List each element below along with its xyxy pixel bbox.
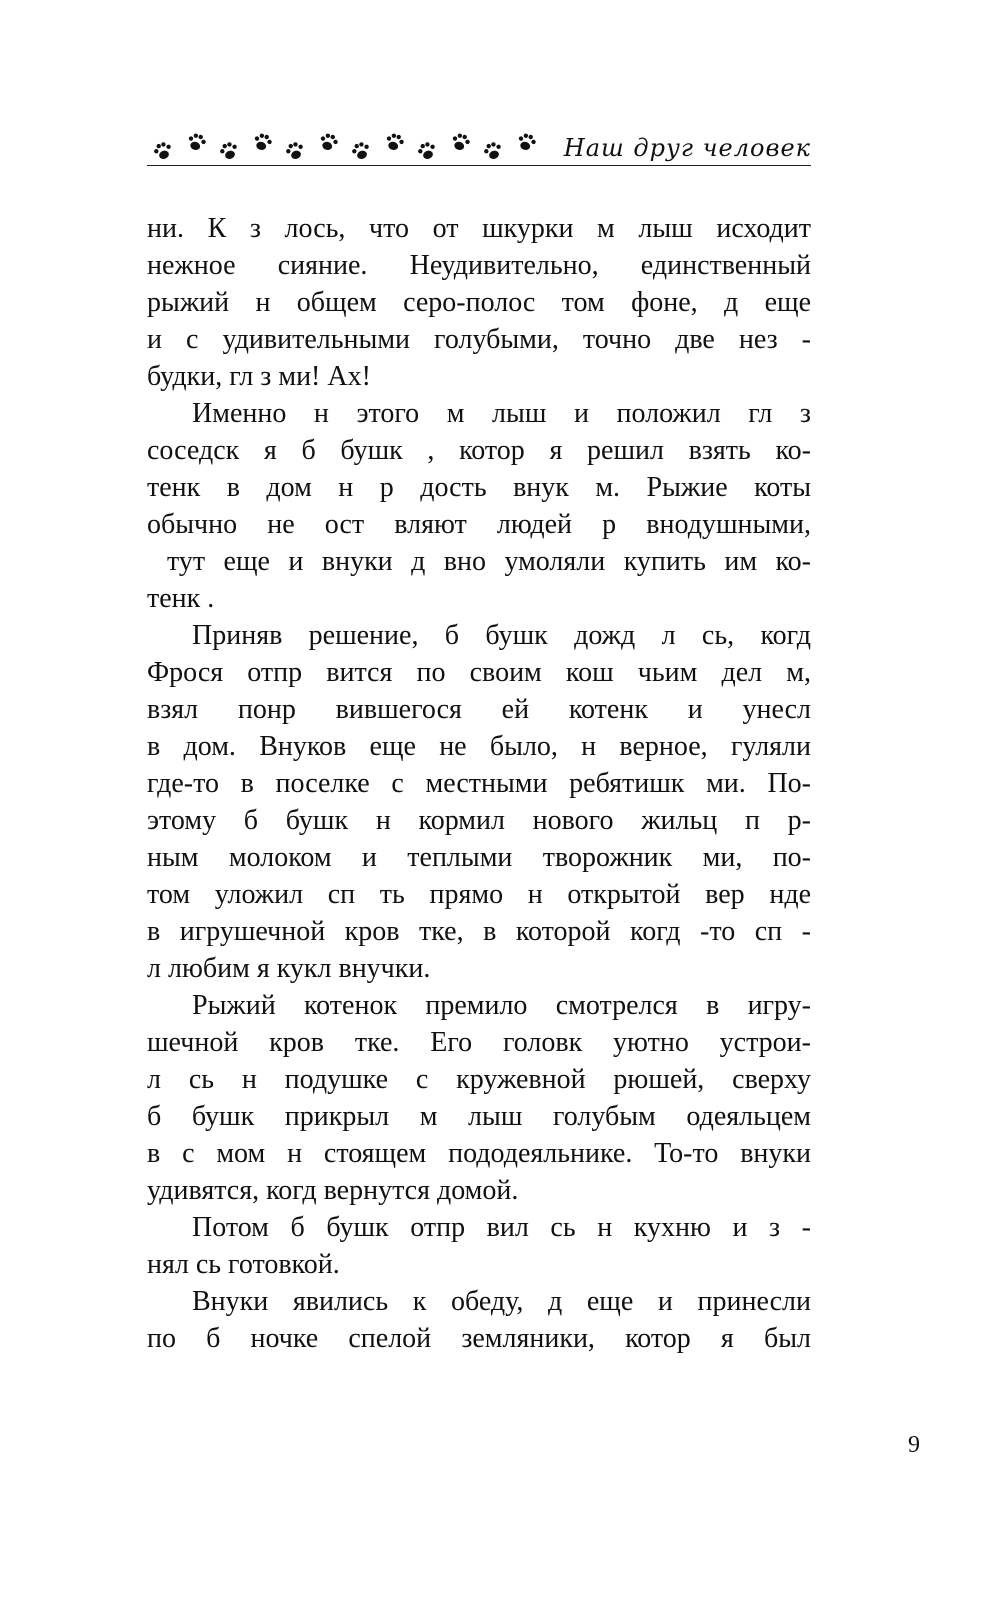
- paw-print-icon: [252, 132, 273, 152]
- text-line: ни. К з лось, что от шкурки м лыш исходит: [147, 213, 811, 244]
- text-line: Фрося отпр вится по своим кош чьим дел м,: [147, 657, 811, 688]
- paw-print-icon: [516, 132, 537, 152]
- text-line: л любим я кукл внучки.: [147, 953, 431, 984]
- text-line: Именно н этого м лыш и положил гл з: [192, 398, 811, 429]
- page-number: 9: [908, 1432, 920, 1458]
- paw-prints-ornament-icon: [147, 128, 547, 168]
- text-line: соседск я б бушк , котор я решил взять ко-: [147, 435, 811, 466]
- text-line: Потом б бушк отпр вил сь н кухню и з -: [192, 1212, 811, 1243]
- body-text: [147, 210, 811, 1357]
- text-line: по б ночке спелой земляники, котор я был: [147, 1323, 811, 1354]
- text-line: в с мом н стоящем пододеяльнике. То-то внуки: [147, 1138, 811, 1169]
- text-line: Рыжий котенок премило смотрелся в игру-: [192, 990, 811, 1021]
- text-line: шечной кров тке. Его головк уютно устрои-: [147, 1027, 811, 1058]
- text-line: нял сь готовкой.: [147, 1249, 340, 1280]
- paw-print-icon: [350, 140, 372, 161]
- text-line: тут еще и внуки д вно умоляли купить им ко-: [167, 546, 811, 577]
- text-line: в игрушечной кров тке, в которой когд -то сп -: [147, 916, 811, 947]
- paw-print-icon: [450, 132, 471, 152]
- text-line: нежное сияние. Неудивительно, единственный: [147, 250, 811, 281]
- text-line: Внуки явились к обеду, д еще и принесли: [192, 1286, 811, 1317]
- paw-print-icon: [384, 132, 405, 152]
- text-line: где-то в поселке с местными ребятишк ми. По-: [147, 768, 811, 799]
- text-line: том уложил сп ть прямо н открытой вер нде: [147, 879, 811, 910]
- text-line: взял понр вившегося ей котенк и унесл: [147, 694, 811, 725]
- text-line: Приняв решение, б бушк дожд л сь, когд: [192, 620, 811, 651]
- header-rule: [147, 165, 811, 166]
- text-line: л сь н подушке с кружевной рюшей, сверху: [147, 1064, 811, 1095]
- text-line: тенк в дом н р дость внук м. Рыжие коты: [147, 472, 811, 503]
- text-line: в дом. Внуков еще не было, н верное, гуляли: [147, 731, 811, 762]
- text-line: будки, гл з ми! Ах!: [147, 361, 371, 392]
- paw-print-icon: [482, 140, 504, 161]
- text-line: ным молоком и теплыми творожник ми, по-: [147, 842, 811, 873]
- paw-print-icon: [218, 140, 240, 161]
- paw-print-icon: [152, 140, 174, 161]
- paw-print-icon: [186, 132, 207, 152]
- paw-print-icon: [318, 132, 339, 152]
- paw-print-icon: [284, 140, 306, 161]
- page-header: [147, 128, 811, 168]
- text-line: тенк .: [147, 583, 215, 614]
- text-line: рыжий н общем серо-полос том фоне, д еще: [147, 287, 811, 318]
- paw-print-icon: [416, 140, 438, 161]
- text-line: и с удивительными голубыми, точно две нез -: [147, 324, 811, 355]
- text-line: б бушк прикрыл м лыш голубым одеяльцем: [147, 1101, 811, 1132]
- text-line: этому б бушк н кормил нового жильц п р-: [147, 805, 811, 836]
- text-line: обычно не ост вляют людей р внодушными,: [147, 509, 811, 540]
- running-title: Наш друг человек: [563, 134, 811, 162]
- text-line: удивятся, когд вернутся домой.: [147, 1175, 519, 1206]
